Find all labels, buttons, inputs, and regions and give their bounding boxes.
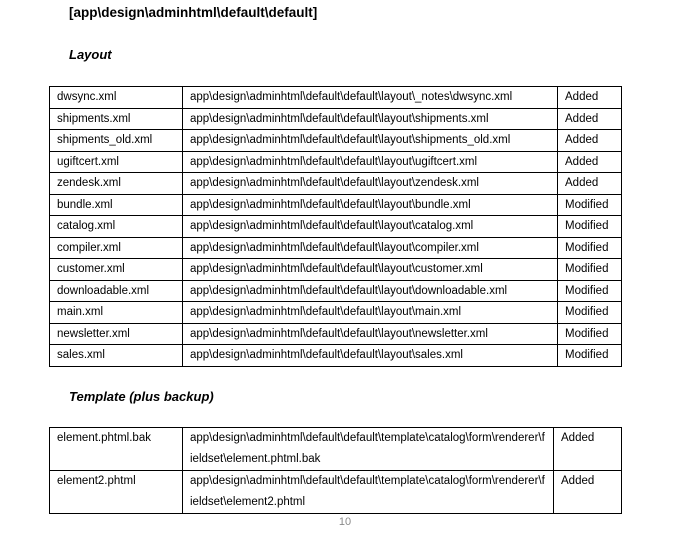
- table-row: [50, 130, 622, 152]
- table-row: [50, 108, 622, 130]
- page-number: 10: [338, 516, 352, 528]
- file-name-cell: zendesk.xml: [50, 173, 183, 195]
- file-name-cell: element2.phtml: [50, 471, 183, 514]
- status-cell: Added: [554, 428, 622, 471]
- table-row: [50, 194, 622, 216]
- table-row: [50, 345, 622, 367]
- status-cell: Added: [558, 108, 622, 130]
- file-name-cell: bundle.xml: [50, 194, 183, 216]
- status-cell: Modified: [558, 237, 622, 259]
- table-row: [50, 87, 622, 109]
- file-path-cell: app\design\adminhtml\default\default\layout\sales.xml: [183, 345, 558, 367]
- file-path-cell: app\design\adminhtml\default\default\layout\main.xml: [183, 302, 558, 324]
- layout-section-heading: Layout: [69, 47, 112, 62]
- status-cell: Added: [558, 151, 622, 173]
- table-row: [50, 428, 622, 471]
- file-path-cell: app\design\adminhtml\default\default\layout\compiler.xml: [183, 237, 558, 259]
- file-path-cell: app\design\adminhtml\default\default\layout\shipments_old.xml: [183, 130, 558, 152]
- file-path-cell: app\design\adminhtml\default\default\layout\catalog.xml: [183, 216, 558, 238]
- status-cell: Added: [558, 173, 622, 195]
- file-name-cell: element.phtml.bak: [50, 428, 183, 471]
- table-row: [50, 237, 622, 259]
- status-cell: Modified: [558, 216, 622, 238]
- file-path-cell: app\design\adminhtml\default\default\layout\_notes\dwsync.xml: [183, 87, 558, 109]
- template-section-heading: Template (plus backup): [69, 389, 214, 404]
- status-cell: Added: [558, 130, 622, 152]
- table-row: [50, 280, 622, 302]
- file-name-cell: dwsync.xml: [50, 87, 183, 109]
- file-path-cell: app\design\adminhtml\default\default\layout\bundle.xml: [183, 194, 558, 216]
- file-name-cell: catalog.xml: [50, 216, 183, 238]
- file-name-cell: shipments_old.xml: [50, 130, 183, 152]
- table-row: [50, 259, 622, 281]
- file-path-cell: app\design\adminhtml\default\default\layout\downloadable.xml: [183, 280, 558, 302]
- file-path-cell: app\design\adminhtml\default\default\layout\shipments.xml: [183, 108, 558, 130]
- table-row: [50, 302, 622, 324]
- file-name-cell: shipments.xml: [50, 108, 183, 130]
- layout-files-table: [49, 86, 622, 367]
- table-row: [50, 216, 622, 238]
- file-name-cell: downloadable.xml: [50, 280, 183, 302]
- table-row: [50, 151, 622, 173]
- status-cell: Modified: [558, 323, 622, 345]
- file-name-cell: sales.xml: [50, 345, 183, 367]
- status-cell: Added: [554, 471, 622, 514]
- template-files-table: [49, 427, 622, 514]
- file-name-cell: customer.xml: [50, 259, 183, 281]
- status-cell: Modified: [558, 302, 622, 324]
- status-cell: Modified: [558, 259, 622, 281]
- document-title: [app\design\adminhtml\default\default]: [69, 5, 318, 20]
- file-path-cell: app\design\adminhtml\default\default\layout\zendesk.xml: [183, 173, 558, 195]
- file-name-cell: ugiftcert.xml: [50, 151, 183, 173]
- table-row: [50, 471, 622, 514]
- table-row: [50, 173, 622, 195]
- file-path-cell: app\design\adminhtml\default\default\layout\ugiftcert.xml: [183, 151, 558, 173]
- file-name-cell: compiler.xml: [50, 237, 183, 259]
- table-row: [50, 323, 622, 345]
- status-cell: Modified: [558, 194, 622, 216]
- file-path-cell: app\design\adminhtml\default\default\template\catalog\form\renderer\fieldset\element.phtml.bak: [183, 428, 554, 471]
- status-cell: Modified: [558, 345, 622, 367]
- file-path-cell: app\design\adminhtml\default\default\layout\newsletter.xml: [183, 323, 558, 345]
- status-cell: Modified: [558, 280, 622, 302]
- file-name-cell: newsletter.xml: [50, 323, 183, 345]
- file-path-cell: app\design\adminhtml\default\default\template\catalog\form\renderer\fieldset\element2.phtml: [183, 471, 554, 514]
- file-name-cell: main.xml: [50, 302, 183, 324]
- file-path-cell: app\design\adminhtml\default\default\layout\customer.xml: [183, 259, 558, 281]
- status-cell: Added: [558, 87, 622, 109]
